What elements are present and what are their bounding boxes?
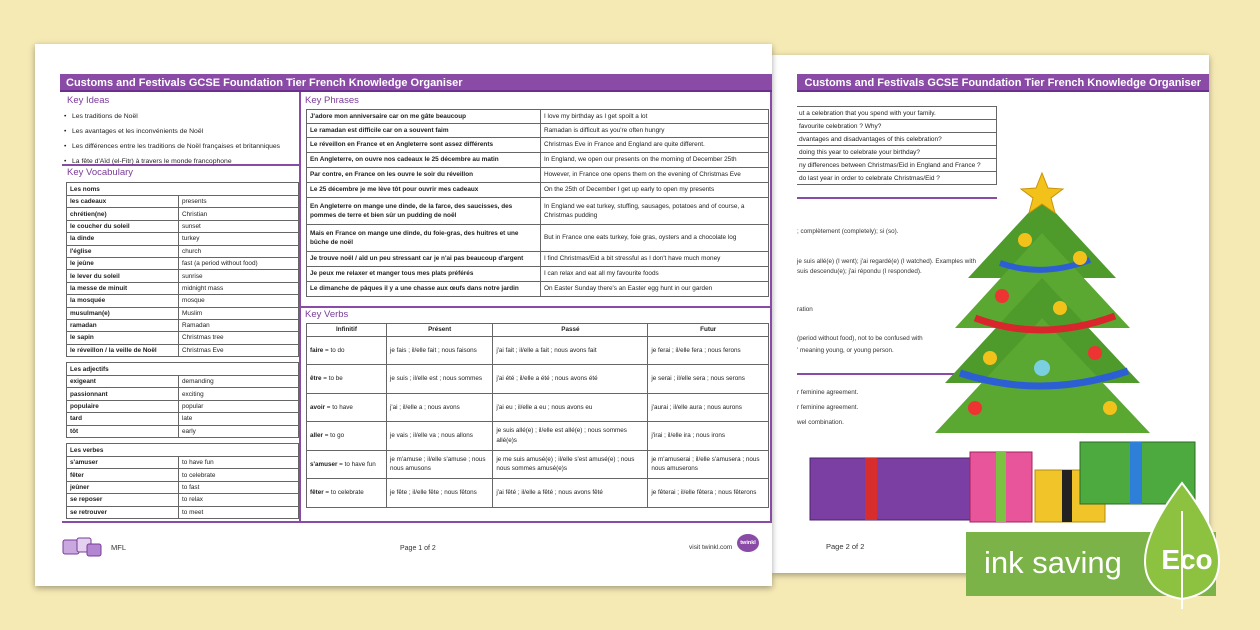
divider	[62, 521, 772, 523]
table-row: le lever du soleil sunrise	[67, 270, 299, 282]
table-row: Je peux me relaxer et manger tous mes plats préférés I can relax and eat all my favourite foods	[307, 267, 769, 282]
table-row: Le réveillon en France et en Angleterre sont assez différents Christmas Eve in France and England are quite different.	[307, 138, 769, 153]
question-item: ut a celebration that you spend with your family.	[797, 106, 997, 120]
table-row: avoir = to have j'ai ; il/elle a ; nous avons j'ai eu ; il/elle a eu ; nous avons eu j'aurai ; il/elle aura ; nous aurons	[307, 393, 769, 422]
question-item: favourite celebration ? Why?	[797, 119, 997, 133]
note: r feminine agreement.	[797, 404, 859, 411]
adjectives-heading: Les adjectifs	[67, 363, 299, 376]
table-row: tôt early	[67, 425, 299, 437]
key-idea-item: • Les différences entre les traditions de Noël françaises et britanniques	[62, 139, 299, 154]
column-header: Passé	[493, 324, 648, 337]
page-number: Page 1 of 2	[400, 545, 436, 552]
question-item: dvantages and disadvantages of this celebration?	[797, 132, 997, 146]
question-item: ny differences between Christmas/Eid in England and France ?	[797, 158, 997, 172]
table-row: s'amuser to have fun	[67, 457, 299, 469]
note: ' meaning young, or young person.	[797, 347, 894, 354]
table-row: le jeûne fast (a period without food)	[67, 257, 299, 269]
page-2-title: Customs and Festivals GCSE Foundation Tier French Knowledge Organiser	[797, 74, 1209, 92]
key-vocabulary-section	[62, 167, 299, 519]
key-phrases-heading: Key Phrases	[305, 95, 359, 106]
note: ; complètement (completely); si (so).	[797, 228, 899, 235]
verbs-heading: Les verbes	[67, 444, 299, 457]
site-link[interactable]: visit twinkl.com	[689, 544, 733, 551]
table-row: la dinde turkey	[67, 233, 299, 245]
table-row: Le dimanche de pâques il y a une chasse aux œufs dans notre jardin On Easter Sunday there's an Easter egg hunt in our garden	[307, 282, 769, 297]
note: suis descendu(e); j'ai répondu (I responded).	[797, 268, 922, 275]
note: r feminine agreement.	[797, 389, 859, 396]
ink-saving-label: ink saving	[984, 545, 1122, 580]
key-ideas-heading: Key Ideas	[67, 95, 110, 106]
nouns-table	[66, 182, 299, 357]
note: ration	[797, 306, 813, 313]
key-verbs-heading: Key Verbs	[305, 309, 349, 320]
table-row: jeûner to fast	[67, 481, 299, 493]
question-item: do last year in order to celebrate Christmas/Eid ?	[797, 171, 997, 185]
key-idea-item: • La fête d'Aïd (el-Fitr) à travers le monde francophone	[62, 154, 299, 169]
table-row: fêter = to celebrate je fête ; il/elle fête ; nous fêtons j'ai fêté ; il/elle a fêté ; nous avons fêté je fêterai ; il/elle fêtera ; nous fêterons	[307, 479, 769, 508]
adjectives-table	[66, 362, 299, 438]
table-row: faire = to do je fais ; il/elle fait ; nous faisons j'ai fait ; il/elle a fait ; nous avons fait je ferai ; il/elle fera ; nous ferons	[307, 336, 769, 365]
table-row: se retrouver to meet	[67, 506, 299, 518]
divider	[301, 306, 771, 308]
table-row: le coucher du soleil sunset	[67, 220, 299, 232]
key-idea-item: • Les traditions de Noël	[62, 109, 299, 124]
page-2-footer: Page 2 of 2	[826, 542, 865, 551]
question-item: doing this year to celebrate your birthday?	[797, 145, 997, 159]
table-row: chrétien(ne) Christian	[67, 208, 299, 220]
note: (period without food), not to be confused with	[797, 335, 923, 342]
table-row: fêter to celebrate	[67, 469, 299, 481]
table-row: musulman(e) Muslim	[67, 307, 299, 319]
table-row: Le ramadan est difficile car on a souvent faim Ramadan is difficult as you're often hungry	[307, 124, 769, 138]
table-row: aller = to go je vais ; il/elle va ; nous allons je suis allé(e) ; il/elle est allé(e) ; nous sommes allé(e)s j'irai ; il/elle ira ; nous irons	[307, 422, 769, 451]
key-verbs-section	[302, 309, 769, 508]
table-row: En Angleterre, on ouvre nos cadeaux le 25 décembre au matin In England, we open our presents on the morning of December 25th	[307, 153, 769, 168]
table-row: la mosquée mosque	[67, 295, 299, 307]
page-1-title: Customs and Festivals GCSE Foundation Tier French Knowledge Organiser	[60, 74, 772, 92]
mfl-icon	[61, 536, 105, 560]
table-row: les cadeaux presents	[67, 196, 299, 208]
note: je suis allé(e) (I went); j'ai regardé(e) (I watched). Examples with	[797, 258, 976, 265]
table-row: Par contre, en France on les ouvre le soir du réveillon However, in France one opens them on the evening of Christmas Eve	[307, 168, 769, 183]
nouns-heading: Les noms	[67, 183, 299, 196]
note: wel combination.	[797, 419, 844, 426]
table-row: exigeant demanding	[67, 376, 299, 388]
table-row: l'église church	[67, 245, 299, 257]
key-idea-item: • Les avantages et les inconvénients de Noël	[62, 124, 299, 139]
key-phrases-section	[302, 95, 769, 297]
column-header: Présent	[387, 324, 493, 337]
table-row: s'amuser = to have fun je m'amuse ; il/elle s'amuse ; nous nous amusons je me suis amusé(e) ; il/elle s'est amusé(e) ; nous nous sommes amusé(e)s je m'amuserai ; il/elle s'amusera ; nous nous amuserons	[307, 450, 769, 479]
key-ideas-section	[62, 95, 299, 169]
table-row: la messe de minuit midnight mass	[67, 282, 299, 294]
table-row: Mais en France on mange une dinde, du foie-gras, des huitres et une bûche de noël But in France one eats turkey, foie gras, oysters and a chocolate log	[307, 225, 769, 252]
column-header: Futur	[648, 324, 769, 337]
phrases-table	[306, 109, 769, 297]
verbs-table	[306, 323, 769, 508]
twinkl-logo: twinkl	[737, 534, 759, 552]
table-row: ramadan Ramadan	[67, 319, 299, 331]
table-row: passionnant exciting	[67, 388, 299, 400]
table-row: se reposer to relax	[67, 494, 299, 506]
eco-label: Eco	[1161, 544, 1213, 575]
column-header: Infinitif	[307, 324, 387, 337]
key-vocabulary-heading: Key Vocabulary	[67, 167, 134, 178]
table-row: J'adore mon anniversaire car on me gâte beaucoup I love my birthday as I get spoilt a lot	[307, 110, 769, 124]
table-row: En Angleterre on mange une dinde, de la farce, des saucisses, des pommes de terre et bien sûr un pudding de noël In England we eat turkey, stuffing, sausages, potatoes and of course, a Christmas pudding	[307, 198, 769, 225]
page-1	[35, 44, 772, 586]
verbs-vocab-table	[66, 443, 299, 519]
table-row: le réveillon / la veille de Noël Christmas Eve	[67, 344, 299, 356]
table-row: Je trouve noël / aïd un peu stressant car je n'ai pas beaucoup d'argent I find Christmas/Eid a bit stressful as I don't have much money	[307, 252, 769, 267]
table-row: Le 25 décembre je me lève tôt pour ouvrir mes cadeaux On the 25th of December I get up early to open my presents	[307, 183, 769, 198]
table-row: tard late	[67, 413, 299, 425]
subject-label: MFL	[111, 543, 126, 552]
table-row: populaire popular	[67, 400, 299, 412]
table-row: le sapin Christmas tree	[67, 332, 299, 344]
table-row: être = to be je suis ; il/elle est ; nous sommes j'ai été ; il/elle a été ; nous avons été je serai ; il/elle sera ; nous serons	[307, 365, 769, 394]
